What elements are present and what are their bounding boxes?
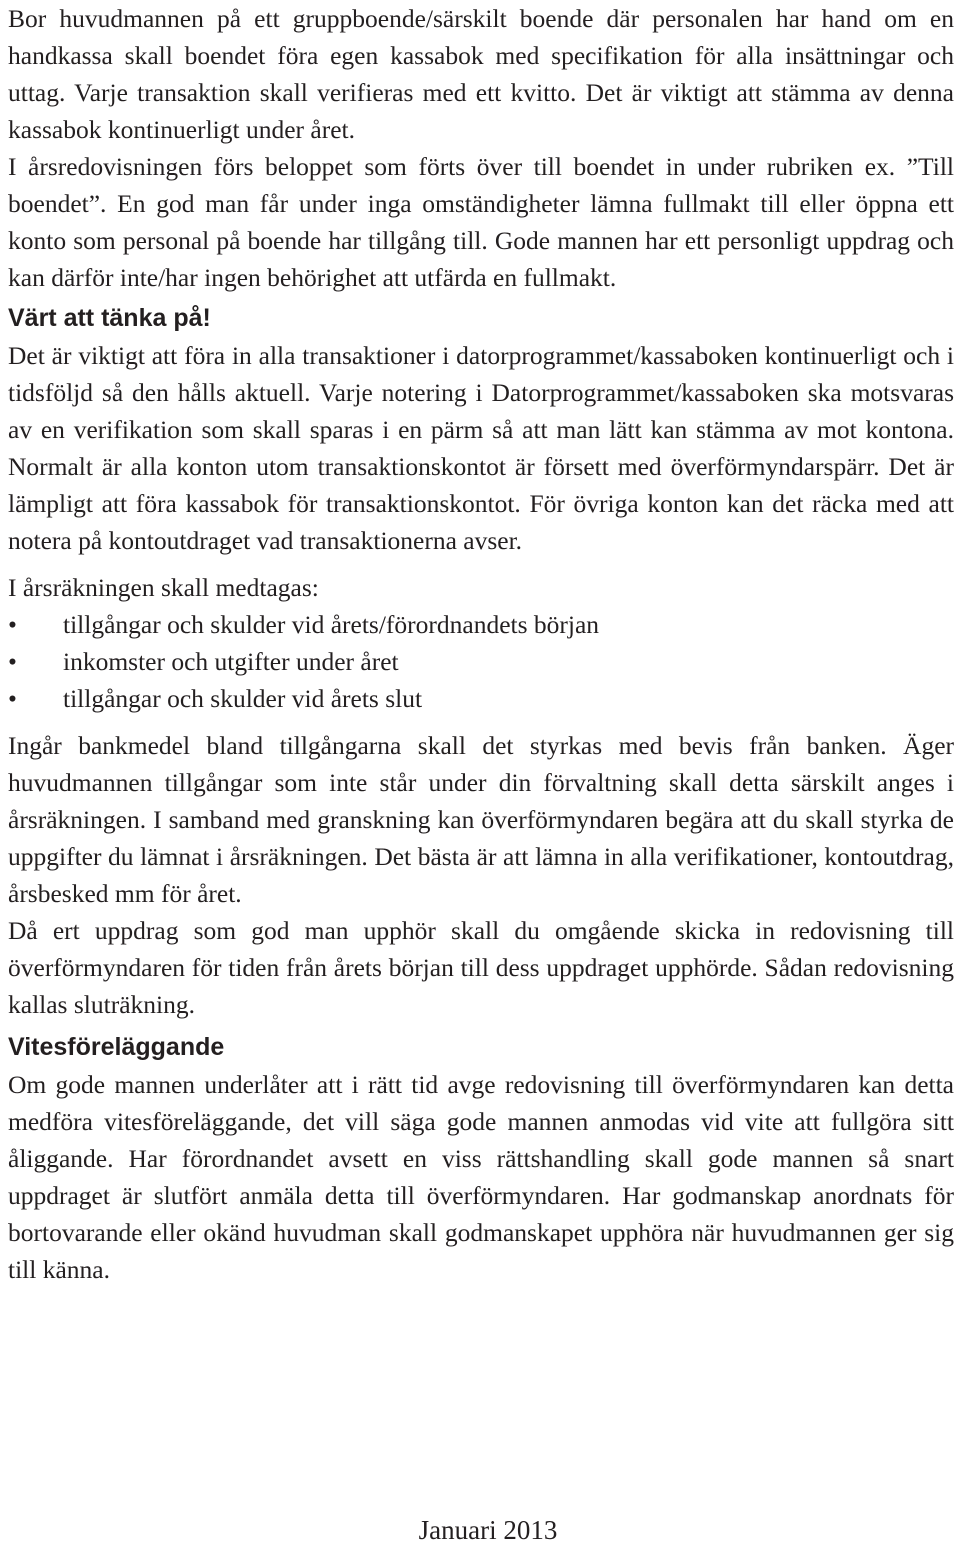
paragraph-arsrakning-intro: I årsräkningen skall medtagas: xyxy=(8,573,319,602)
bullet-icon: • xyxy=(8,610,17,639)
document-page xyxy=(8,0,954,1288)
paragraph-slutrakning: Då ert uppdrag som god man upphör skall du omgående skicka in redovisning till överförmyndaren för tiden från årets början till dess uppdraget upphörde. Sådan redovisning kallas sluträkning. xyxy=(8,916,954,1019)
bullet-icon: • xyxy=(8,684,17,713)
paragraph-bankmedel: Ingår bankmedel bland tillgångarna skall det styrkas med bevis från banken. Äger huvudmannen tillgångar som inte står under din förvaltning skall detta särskilt anges i årsräkningen. I samband med granskning kan överförmyndaren begära att du skall styrka de uppgifter du lämnat i årsräkningen. Det bästa är att lämna in alla verifikationer, kontoutdrag, årsbesked mm för året. xyxy=(8,731,954,908)
bullet-icon: • xyxy=(8,647,17,676)
paragraph-arsredovisning: I årsredovisningen förs beloppet som förts över till boendet in under rubriken ex. ”Till boendet”. En god man får under inga omständigheter lämna fullmakt till eller öppna ett konto som personal på boende har tillgång till. Gode mannen har ett personligt uppdrag och kan därför inte/har ingen behörighet att utfärda en fullmakt. xyxy=(8,152,954,292)
list-item: • inkomster och utgifter under året xyxy=(8,643,954,680)
paragraph-vitesforelaggande: Om gode mannen underlåter att i rätt tid avge redovisning till överförmyndaren kan detta medföra vitesföreläggande, det vill säga gode mannen anmodas vid vite att fullgöra sitt åliggande. Har förordnandet avsett en viss rättshandling skall gode mannen så snart uppdraget är slutfört anmäla detta till överförmyndaren. Har godmanskap anordnats för bortovarande eller okänd huvudman skall godmanskapet upphöra när huvudmannen ger sig till känna. xyxy=(8,1070,954,1284)
page-footer-date: Januari 2013 xyxy=(418,1515,558,1545)
list-item: • tillgångar och skulder vid årets slut xyxy=(8,680,954,717)
heading-vitesforelaggande: Vitesföreläggande xyxy=(8,1033,225,1061)
paragraph-handkassa: Bor huvudmannen på ett gruppboende/särskilt boende där personalen har hand om en handkassa skall boendet föra egen kassabok med specifikation för alla insättningar och uttag. Varje transaktion skall verifieras med ett kvitto. Det är viktigt att stämma av denna kassabok kontinuerligt under året. xyxy=(8,4,954,144)
paragraph-transaktioner: Det är viktigt att föra in alla transaktioner i datorprogrammet/kassaboken kontinuerligt och i tidsföljd så den hålls aktuell. Varje notering i Datorprogrammet/kassaboken ska motsvaras av en verifikation som skall sparas i en pärm så att man lätt kan stämma av mot kontona. Normalt är alla konton utom transaktionskontot är försett med överförmyndarspärr. Det är lämpligt att föra kassabok för transaktionskontot. För övriga konton kan det räcka med att notera på kontoutdraget vad transaktionerna avser. xyxy=(8,341,954,555)
bullet-list xyxy=(8,606,954,717)
list-item: • tillgångar och skulder vid årets/förordnandets början xyxy=(8,606,954,643)
heading-vart-att-tanka-pa: Värt att tänka på! xyxy=(8,304,211,332)
